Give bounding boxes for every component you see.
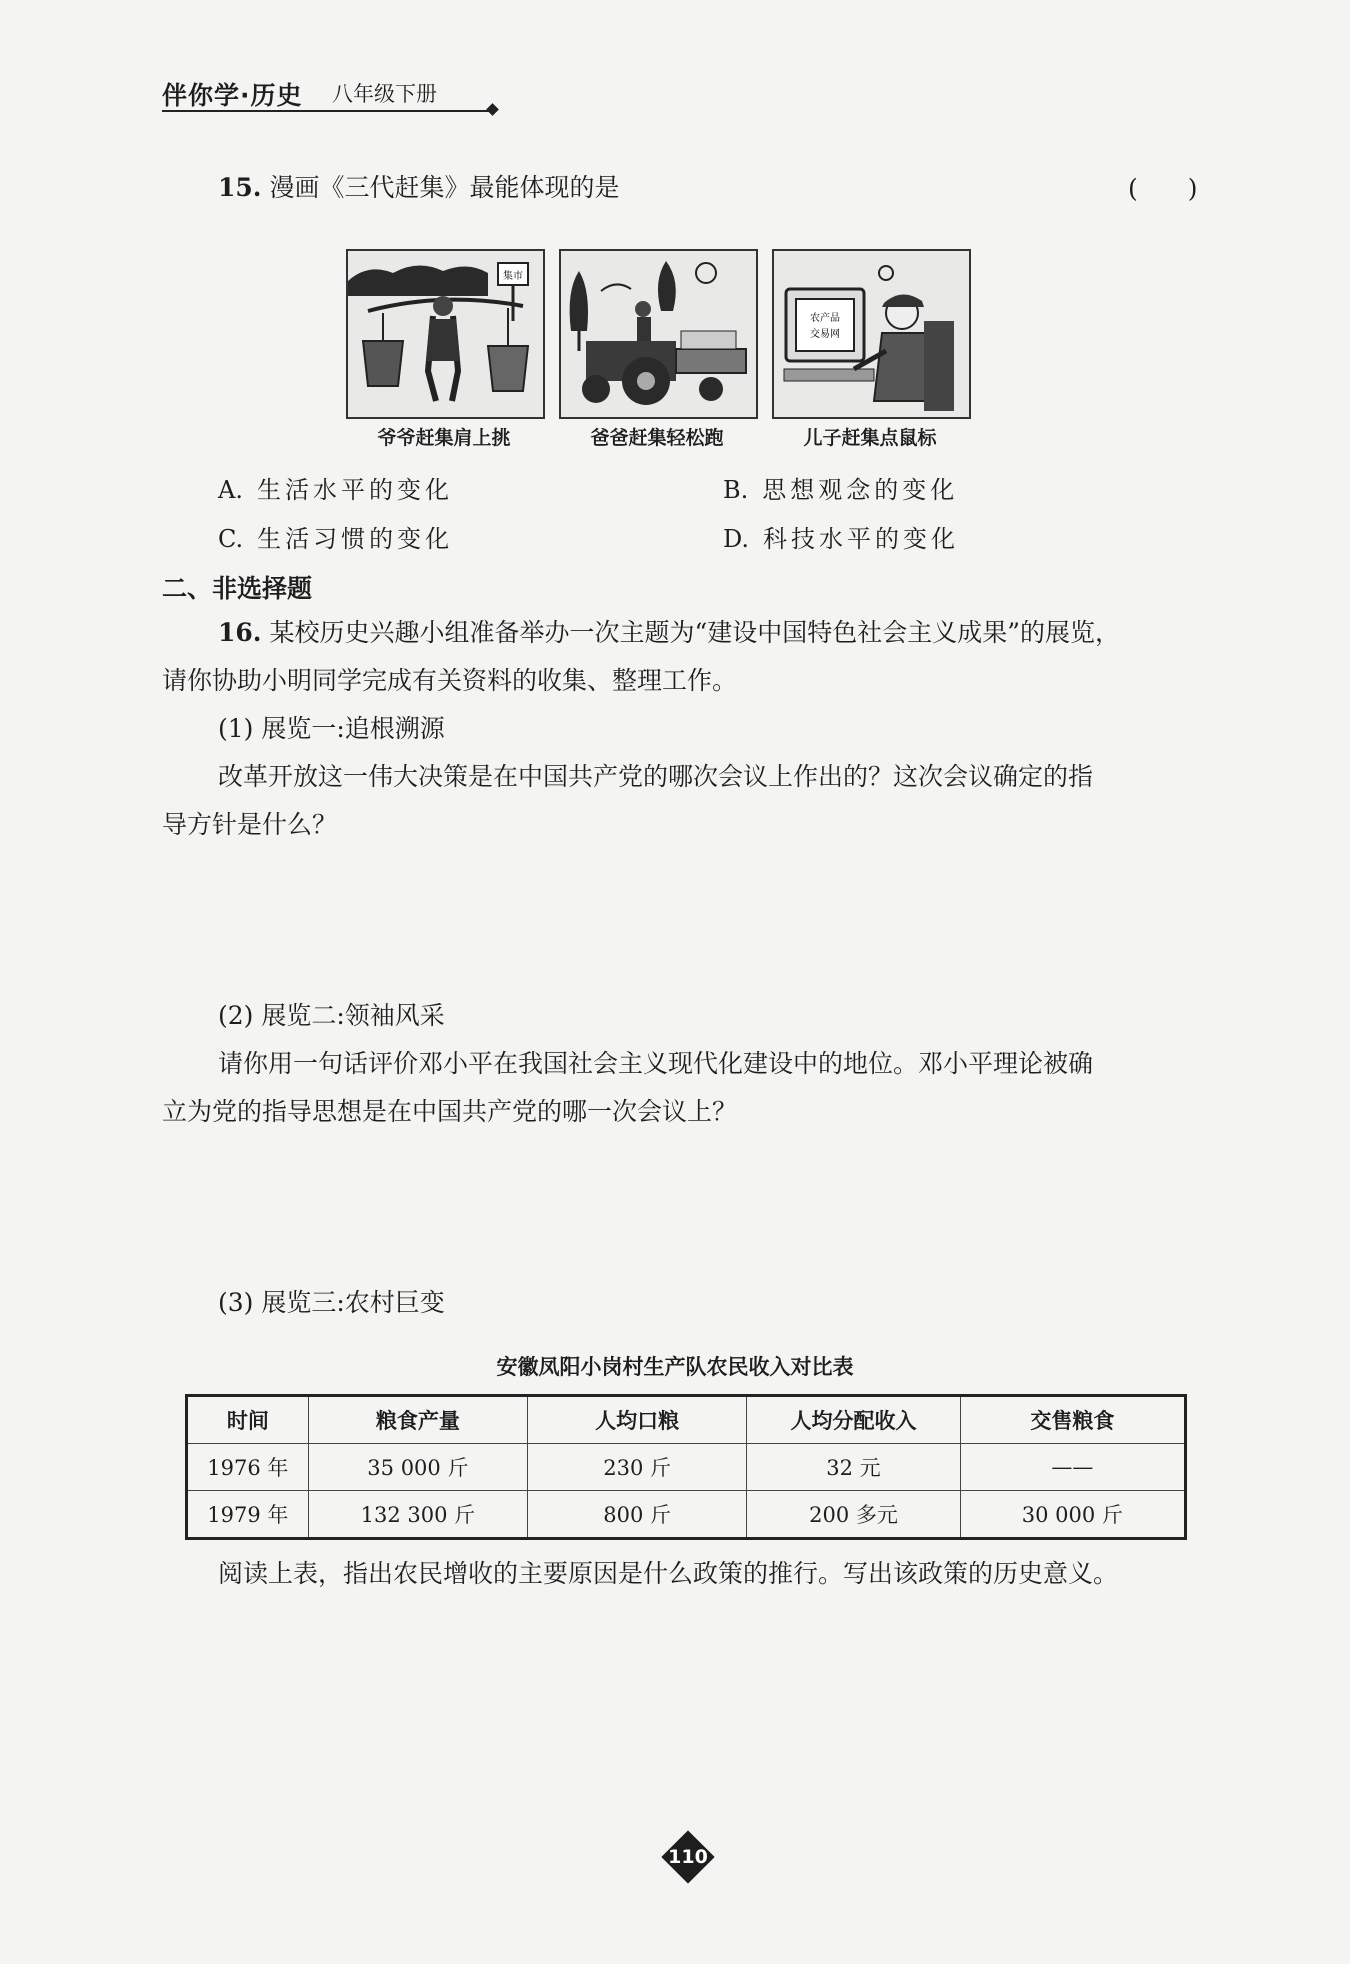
column-header: 人均口粮 <box>528 1396 747 1444</box>
page-number: 110 <box>668 1846 708 1868</box>
question-16-intro-line1: 16. 某校历史兴趣小组准备举办一次主题为“建设中国特色社会主义成果”的展览， <box>218 618 1121 647</box>
cartoon-grandfather <box>346 249 545 419</box>
option-c[interactable]: C. 生活习惯的变化 <box>218 525 454 553</box>
option-a[interactable]: A. 生活水平的变化 <box>218 476 453 504</box>
table-cell: 200 多元 <box>747 1491 960 1539</box>
grandfather-illustration <box>348 251 543 417</box>
part3-question: 阅读上表，指出农民增收的主要原因是什么政策的推行。写出该政策的历史意义。 <box>218 1559 1119 1588</box>
table-cell: 35 000 斤 <box>308 1444 527 1491</box>
father-illustration <box>561 251 756 417</box>
cartoon-son <box>772 249 971 419</box>
answer-paren: ( ) <box>1128 174 1198 203</box>
part3-title: (3) 展览三:农村巨变 <box>218 1288 445 1317</box>
column-header: 粮食产量 <box>308 1396 527 1444</box>
income-comparison-table <box>185 1394 1187 1540</box>
question-16-intro-line2: 请你协助小明同学完成有关资料的收集、整理工作。 <box>162 666 738 695</box>
svg-text:农产品: 农产品 <box>810 313 840 324</box>
table-cell: 32 元 <box>747 1444 960 1491</box>
part2-title: (2) 展览二:领袖风采 <box>218 1001 445 1030</box>
cartoon-father <box>559 249 758 419</box>
option-d[interactable]: D. 科技水平的变化 <box>723 525 960 553</box>
table-row <box>187 1491 1186 1539</box>
part2-question-line1: 请你用一句话评价邓小平在我国社会主义现代化建设中的地位。邓小平理论被确 <box>218 1049 1094 1078</box>
header-diamond-icon <box>486 103 499 116</box>
page-header <box>162 72 502 112</box>
question-number: 15. <box>218 173 262 202</box>
question-number: 16. <box>218 618 262 647</box>
table-cell: 230 斤 <box>528 1444 747 1491</box>
part2-question-line2: 立为党的指导思想是在中国共产党的哪一次会议上？ <box>162 1097 738 1126</box>
part1-title: (1) 展览一:追根溯源 <box>218 714 445 743</box>
page-number-badge <box>665 1834 711 1880</box>
part1-question-line2: 导方针是什么？ <box>162 810 338 839</box>
table-header-row <box>187 1396 1186 1444</box>
table-row <box>187 1444 1186 1491</box>
table-cell: 132 300 斤 <box>308 1491 527 1539</box>
header-rule <box>162 110 492 112</box>
caption-son: 儿子赶集点鼠标 <box>803 427 937 449</box>
table-cell: —— <box>960 1444 1185 1491</box>
table-title: 安徽凤阳小岗村生产队农民收入对比表 <box>496 1355 854 1379</box>
section-title: 二、非选择题 <box>162 574 313 603</box>
question-15 <box>218 171 619 205</box>
option-b[interactable]: B. 思想观念的变化 <box>723 476 959 504</box>
table-cell: 1979 年 <box>187 1491 309 1539</box>
svg-text:集市: 集市 <box>503 271 523 282</box>
caption-father: 爸爸赶集轻松跑 <box>590 427 724 449</box>
caption-grandfather: 爷爷赶集肩上挑 <box>377 427 511 449</box>
book-brand: 伴你学·历史 <box>162 81 303 110</box>
column-header: 交售粮食 <box>960 1396 1185 1444</box>
table-cell: 30 000 斤 <box>960 1491 1185 1539</box>
part1-question-line1: 改革开放这一伟大决策是在中国共产党的哪次会议上作出的？这次会议确定的指 <box>218 762 1094 791</box>
son-illustration <box>774 251 969 417</box>
book-grade: 八年级下册 <box>332 82 437 106</box>
svg-text:交易网: 交易网 <box>810 329 840 340</box>
question-text: 漫画《三代赶集》最能体现的是 <box>269 173 620 202</box>
table-cell: 1976 年 <box>187 1444 309 1491</box>
column-header: 人均分配收入 <box>747 1396 960 1444</box>
column-header: 时间 <box>187 1396 309 1444</box>
table-cell: 800 斤 <box>528 1491 747 1539</box>
